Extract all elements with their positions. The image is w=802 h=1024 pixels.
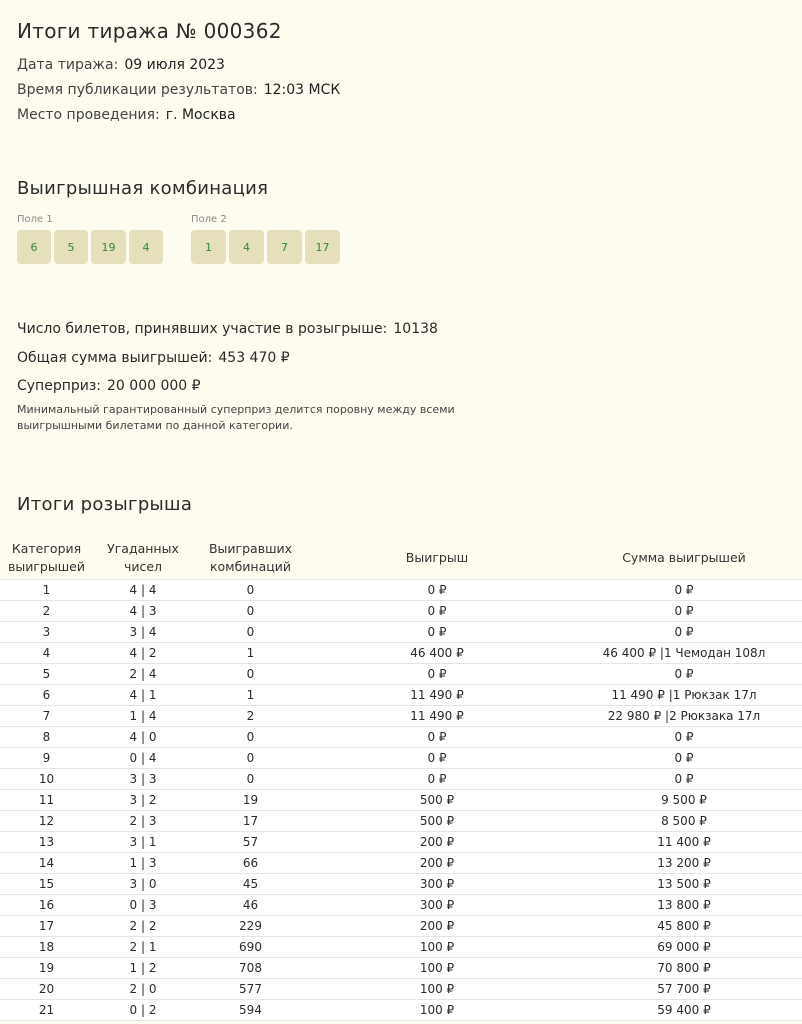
field1-balls	[17, 230, 163, 264]
matched-cell: 3 | 0	[93, 874, 193, 895]
draw-place-label: Место проведения:	[17, 107, 160, 123]
winners-cell: 229	[193, 916, 308, 937]
prize-cell: 200 ₽	[308, 853, 566, 874]
page-title: Итоги тиража № 000362	[17, 19, 282, 43]
prize-cell: 0 ₽	[308, 664, 566, 685]
category-cell: 16	[0, 895, 93, 916]
category-cell: 17	[0, 916, 93, 937]
ball: 5	[54, 230, 88, 264]
total-prize-cell: 13 200 ₽	[566, 853, 802, 874]
matched-cell: 1 | 4	[93, 706, 193, 727]
prize-cell: 200 ₽	[308, 832, 566, 853]
prize-cell: 0 ₽	[308, 769, 566, 790]
total-prize-cell: 8 500 ₽	[566, 811, 802, 832]
matched-cell: 4 | 2	[93, 643, 193, 664]
total-prize-cell: 59 400 ₽	[566, 1000, 802, 1021]
prize-cell: 0 ₽	[308, 727, 566, 748]
draw-place	[17, 107, 236, 123]
table-row	[0, 622, 802, 643]
category-cell: 20	[0, 979, 93, 1000]
table-row	[0, 895, 802, 916]
total-prize-cell: 0 ₽	[566, 580, 802, 601]
winners-cell: 46	[193, 895, 308, 916]
prize-cell: 300 ₽	[308, 895, 566, 916]
prize-cell: 11 490 ₽	[308, 706, 566, 727]
combination-title: Выигрышная комбинация	[17, 178, 269, 199]
matched-cell: 4 | 0	[93, 727, 193, 748]
category-cell: 12	[0, 811, 93, 832]
table-row	[0, 979, 802, 1000]
category-cell: 14	[0, 853, 93, 874]
prize-cell: 0 ₽	[308, 622, 566, 643]
prize-cell: 500 ₽	[308, 790, 566, 811]
results-title: Итоги розыгрыша	[17, 494, 193, 515]
column-header-matched: Угаданных чисел	[93, 537, 193, 580]
total-prize-cell: 57 700 ₽	[566, 979, 802, 1000]
draw-date-label: Дата тиража:	[17, 57, 119, 73]
tickets-count	[17, 321, 438, 337]
superprize-value: 20 000 000 ₽	[107, 378, 201, 394]
matched-cell: 3 | 3	[93, 769, 193, 790]
winners-cell: 690	[193, 937, 308, 958]
winners-cell: 19	[193, 790, 308, 811]
table-row	[0, 1000, 802, 1021]
draw-place-value: г. Москва	[165, 107, 236, 123]
publish-time-value: 12:03 МСК	[263, 82, 341, 98]
winners-cell: 0	[193, 580, 308, 601]
draw-date-value: 09 июля 2023	[124, 57, 225, 73]
table-row	[0, 874, 802, 895]
winners-cell: 0	[193, 748, 308, 769]
table-row	[0, 685, 802, 706]
category-cell: 7	[0, 706, 93, 727]
total-prize-cell: 13 500 ₽	[566, 874, 802, 895]
publish-time-label: Время публикации результатов:	[17, 82, 258, 98]
total-prize-cell: 46 400 ₽ |1 Чемодан 108л	[566, 643, 802, 664]
prize-cell: 0 ₽	[308, 601, 566, 622]
table-row	[0, 853, 802, 874]
draw-date	[17, 57, 225, 73]
winners-cell: 45	[193, 874, 308, 895]
category-cell: 3	[0, 622, 93, 643]
matched-cell: 4 | 1	[93, 685, 193, 706]
winners-cell: 57	[193, 832, 308, 853]
category-cell: 2	[0, 601, 93, 622]
prize-cell: 0 ₽	[308, 748, 566, 769]
category-cell: 5	[0, 664, 93, 685]
field2-label: Поле 2	[191, 214, 227, 225]
results-header-row	[0, 537, 802, 580]
category-cell: 13	[0, 832, 93, 853]
winners-cell: 2	[193, 706, 308, 727]
prize-cell: 100 ₽	[308, 979, 566, 1000]
winners-cell: 577	[193, 979, 308, 1000]
table-row	[0, 601, 802, 622]
winners-cell: 66	[193, 853, 308, 874]
ball: 6	[17, 230, 51, 264]
ball: 1	[191, 230, 226, 264]
results-body	[0, 580, 802, 1021]
column-header-total-prize: Сумма выигрышей	[566, 537, 802, 580]
category-cell: 10	[0, 769, 93, 790]
table-row	[0, 706, 802, 727]
total-prize-cell: 0 ₽	[566, 727, 802, 748]
total-prize-cell: 0 ₽	[566, 601, 802, 622]
total-winnings-label: Общая сумма выигрышей:	[17, 350, 213, 366]
total-prize-cell: 22 980 ₽ |2 Рюкзака 17л	[566, 706, 802, 727]
table-row	[0, 916, 802, 937]
table-row	[0, 748, 802, 769]
ball: 4	[229, 230, 264, 264]
column-header-winning-combinations: Выигравших комбинаций	[193, 537, 308, 580]
prize-cell: 100 ₽	[308, 958, 566, 979]
winners-cell: 0	[193, 769, 308, 790]
total-prize-cell: 45 800 ₽	[566, 916, 802, 937]
prize-cell: 300 ₽	[308, 874, 566, 895]
prize-cell: 100 ₽	[308, 1000, 566, 1021]
matched-cell: 3 | 4	[93, 622, 193, 643]
column-header-category: Категория выигрышей	[0, 537, 93, 580]
prize-cell: 11 490 ₽	[308, 685, 566, 706]
category-cell: 9	[0, 748, 93, 769]
publish-time	[17, 82, 340, 98]
table-row	[0, 790, 802, 811]
winners-cell: 708	[193, 958, 308, 979]
total-prize-cell: 69 000 ₽	[566, 937, 802, 958]
category-cell: 18	[0, 937, 93, 958]
table-row	[0, 832, 802, 853]
table-row	[0, 580, 802, 601]
category-cell: 4	[0, 643, 93, 664]
matched-cell: 3 | 2	[93, 790, 193, 811]
table-row	[0, 664, 802, 685]
ball: 7	[267, 230, 302, 264]
total-winnings-value: 453 470 ₽	[218, 350, 290, 366]
prize-cell: 200 ₽	[308, 916, 566, 937]
table-row	[0, 937, 802, 958]
matched-cell: 0 | 2	[93, 1000, 193, 1021]
ball: 4	[129, 230, 163, 264]
matched-cell: 0 | 3	[93, 895, 193, 916]
matched-cell: 1 | 2	[93, 958, 193, 979]
total-prize-cell: 0 ₽	[566, 748, 802, 769]
column-header-prize: Выигрыш	[308, 537, 566, 580]
category-cell: 11	[0, 790, 93, 811]
winners-cell: 1	[193, 643, 308, 664]
total-prize-cell: 13 800 ₽	[566, 895, 802, 916]
matched-cell: 0 | 4	[93, 748, 193, 769]
table-row	[0, 958, 802, 979]
field1-label: Поле 1	[17, 214, 53, 225]
prize-cell: 46 400 ₽	[308, 643, 566, 664]
total-prize-cell: 70 800 ₽	[566, 958, 802, 979]
winners-cell: 0	[193, 622, 308, 643]
matched-cell: 2 | 3	[93, 811, 193, 832]
table-row	[0, 811, 802, 832]
superprize-note: Минимальный гарантированный суперприз делится поровну между всеми выигрышными билетами по данной категории.	[17, 403, 455, 432]
superprize-label: Суперприз:	[17, 378, 102, 394]
winners-cell: 17	[193, 811, 308, 832]
matched-cell: 4 | 4	[93, 580, 193, 601]
total-prize-cell: 0 ₽	[566, 664, 802, 685]
tickets-count-label: Число билетов, принявших участие в розыгрыше:	[17, 321, 388, 337]
superprize	[17, 378, 201, 394]
tickets-count-value: 10138	[393, 321, 438, 337]
matched-cell: 2 | 4	[93, 664, 193, 685]
table-row	[0, 727, 802, 748]
total-prize-cell: 11 490 ₽ |1 Рюкзак 17л	[566, 685, 802, 706]
matched-cell: 2 | 2	[93, 916, 193, 937]
prize-cell: 500 ₽	[308, 811, 566, 832]
total-winnings	[17, 350, 290, 366]
matched-cell: 3 | 1	[93, 832, 193, 853]
winners-cell: 594	[193, 1000, 308, 1021]
table-row	[0, 769, 802, 790]
category-cell: 19	[0, 958, 93, 979]
prize-cell: 0 ₽	[308, 580, 566, 601]
winners-cell: 0	[193, 727, 308, 748]
matched-cell: 2 | 1	[93, 937, 193, 958]
field2-balls	[191, 230, 340, 264]
winners-cell: 0	[193, 664, 308, 685]
category-cell: 21	[0, 1000, 93, 1021]
category-cell: 15	[0, 874, 93, 895]
table-row	[0, 643, 802, 664]
total-prize-cell: 9 500 ₽	[566, 790, 802, 811]
total-prize-cell: 0 ₽	[566, 622, 802, 643]
matched-cell: 1 | 3	[93, 853, 193, 874]
ball: 17	[305, 230, 340, 264]
category-cell: 8	[0, 727, 93, 748]
category-cell: 1	[0, 580, 93, 601]
winners-cell: 0	[193, 601, 308, 622]
total-prize-cell: 11 400 ₽	[566, 832, 802, 853]
matched-cell: 2 | 0	[93, 979, 193, 1000]
category-cell: 6	[0, 685, 93, 706]
results-table	[0, 537, 802, 1021]
matched-cell: 4 | 3	[93, 601, 193, 622]
total-prize-cell: 0 ₽	[566, 769, 802, 790]
winners-cell: 1	[193, 685, 308, 706]
ball: 19	[91, 230, 126, 264]
prize-cell: 100 ₽	[308, 937, 566, 958]
